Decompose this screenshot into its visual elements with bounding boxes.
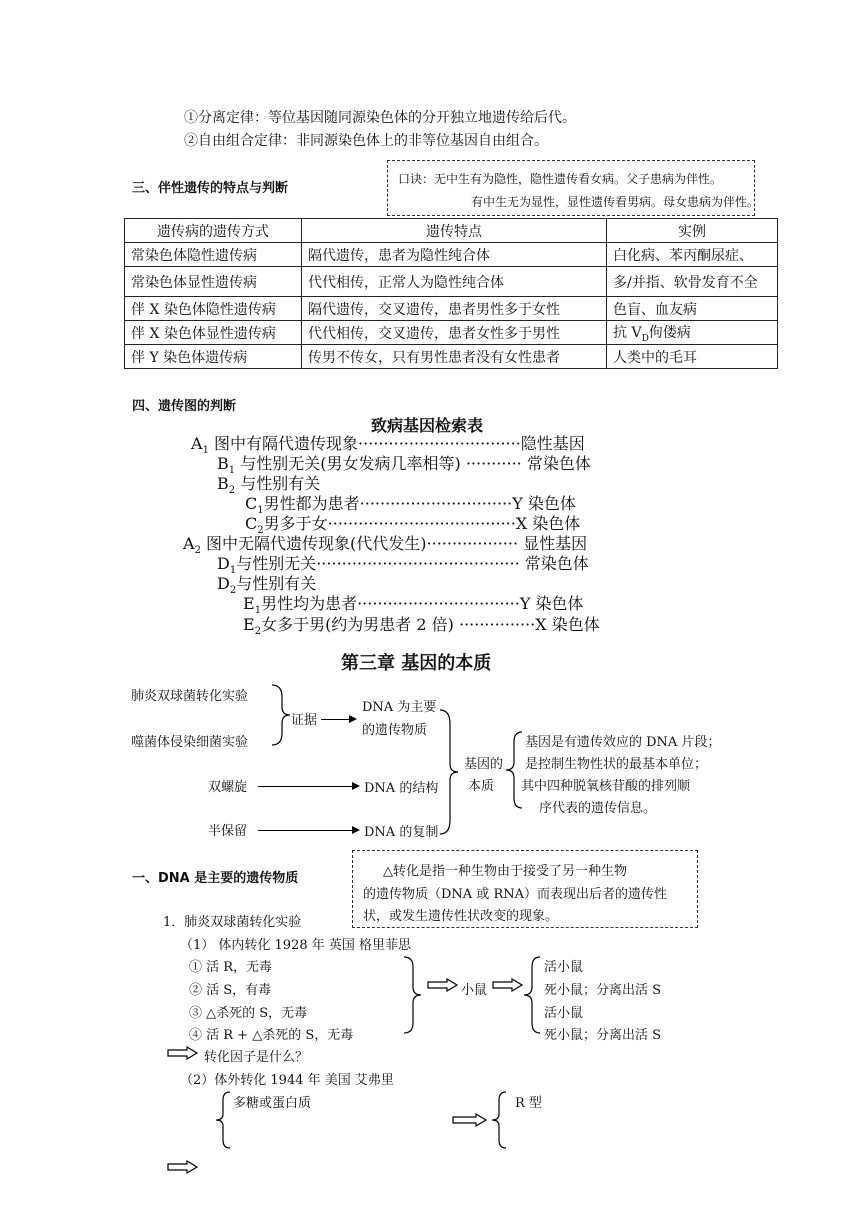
key-text: 与性别无关 (236, 554, 317, 573)
results-brace-icon (522, 955, 544, 1035)
key-letter: E (243, 594, 255, 613)
r-type-brace-icon (490, 1090, 510, 1150)
key-result: 常染色体 (519, 554, 589, 573)
key-dots: ··········· (465, 454, 522, 473)
table-cell: 多/并指、软骨发育不全 (607, 267, 778, 297)
groups-brace-icon (400, 955, 424, 1035)
mnemonic-line2: 有中生无为显性，显性遗传看男病。母女患病为伴性。 (471, 195, 760, 209)
key-letter: A (191, 434, 203, 453)
subscript: D (641, 333, 649, 344)
table-cell: 伴 X 染色体隐性遗传病 (125, 297, 302, 321)
evidence-label: 证据 (291, 713, 318, 728)
evidence-arrow-icon (321, 719, 355, 720)
note-line3: 状，或发生遗传性状改变的现象。 (363, 909, 559, 924)
gene-definition-4: 序代表的遗传信息。 (539, 801, 657, 816)
key-dots: ································ (358, 434, 521, 453)
polysaccharide-label: 多糖或蛋白质 (233, 1096, 312, 1111)
key-letter: C (245, 494, 258, 513)
table-cell: 色盲、血友病 (607, 297, 778, 321)
table-header: 遗传病的遗传方式 (125, 219, 302, 243)
gene-essence-line1: 基因的 (464, 757, 504, 772)
note-line1: △转化是指一种生物由于接受了另一种生物 (383, 864, 627, 879)
exp2-label: 噬菌体侵染细菌实验 (131, 735, 249, 750)
table-header-row (125, 219, 778, 243)
key-subscript: 1 (254, 605, 262, 617)
result-1: 活小鼠 (544, 960, 584, 975)
double-helix-label: 双螺旋 (208, 780, 248, 795)
mnemonic-box (387, 160, 760, 216)
table-cell: 代代相传，交叉遗传，患者女性多于男性 (302, 321, 607, 345)
table-cell: 人类中的毛耳 (607, 345, 778, 369)
key-text: 与性别无关(男女发病几率相等) (235, 454, 466, 473)
invitro-brace-icon (214, 1090, 234, 1150)
key-text: 女多于男(约为男患者 2 倍) (261, 615, 459, 634)
dna-section-heading: 一、DNA 是主要的遗传物质 (132, 871, 299, 886)
semi-conservative-label: 半保留 (208, 824, 248, 839)
group-4: ④ 活 R + △杀死的 S，无毒 (189, 1028, 354, 1043)
table-row (125, 345, 778, 369)
r-type-label: R 型 (515, 1096, 542, 1111)
key-dots: ··············· (459, 615, 536, 634)
hollow-arrow-icon (452, 1113, 488, 1127)
mouse-label: 小鼠 (461, 983, 488, 998)
key-line (243, 612, 600, 637)
key-subscript: 2 (257, 525, 264, 537)
group-3: ③ △杀死的 S，无毒 (189, 1006, 308, 1021)
key-text: 图中无隔代遗传现象(代代发生) (200, 534, 427, 553)
key-text: 与性别有关 (236, 574, 317, 593)
group-2: ② 活 S，有毒 (189, 983, 272, 998)
key-text: 与性别有关 (235, 474, 321, 493)
table-header: 遗传特点 (302, 219, 607, 243)
table-cell: 常染色体隐性遗传病 (125, 243, 302, 267)
key-letter: D (217, 574, 230, 593)
replication-arrow-icon (258, 830, 358, 831)
structure-arrow-icon (258, 786, 358, 787)
law-assortment: ②自由组合定律：非同源染色体上的非等位基因自由组合。 (184, 133, 548, 149)
mnemonic-line1: 口诀：无中生有为隐性，隐性遗传看女病。父子患病为伴性。 (398, 172, 723, 186)
hollow-arrow-icon (427, 978, 459, 992)
key-letter: D (217, 554, 230, 573)
dna-replication-label: DNA 的复制 (364, 825, 439, 840)
table-row (125, 243, 778, 267)
definition-brace-icon (504, 730, 526, 810)
cell-text: 佝偻病 (648, 324, 691, 341)
table-cell: 常染色体显性遗传病 (125, 267, 302, 297)
table-cell: 隔代遗传，患者为隐性纯合体 (302, 243, 607, 267)
law-separation: ①分离定律：等位基因随同源染色体的分开独立地遗传给后代。 (184, 110, 576, 126)
key-letter: A (183, 534, 195, 553)
result-4: 死小鼠；分离出活 S (544, 1028, 662, 1043)
key-text: 图中有隔代遗传现象 (208, 434, 359, 453)
exp1-label: 肺炎双球菌转化实验 (131, 689, 249, 704)
table-cell (607, 321, 778, 345)
group-1: ① 活 R，无毒 (189, 960, 273, 975)
table-row (125, 267, 778, 297)
key-result: 显性基因 (518, 534, 588, 553)
key-text: 男性均为患者 (261, 594, 358, 613)
transformation-note-box (352, 850, 698, 928)
table-cell: 代代相传，正常人为隐性纯合体 (302, 267, 607, 297)
key-text: 男性都为患者 (263, 494, 360, 513)
key-subscript: 1 (229, 565, 237, 577)
key-letter: B (217, 454, 229, 473)
key-dots: ····································· (327, 514, 516, 533)
key-result: 隐性基因 (520, 434, 585, 453)
hollow-arrow-icon (492, 978, 524, 992)
key-dots: ········································ (316, 554, 520, 573)
hollow-arrow-icon (167, 1160, 199, 1174)
gene-definition-1: 基因是有遗传效应的 DNA 片段； (525, 735, 721, 750)
cell-text: 抗 V (613, 324, 642, 341)
key-dots: ································ (357, 594, 520, 613)
gene-definition-2: 是控制生物性状的最基本单位； (525, 757, 708, 772)
key-table-title: 致病基因检索表 (371, 416, 484, 435)
key-result: Y 染色体 (519, 594, 584, 613)
invivo-label: （1） 体内转化 1928 年 英国 格里菲思 (180, 938, 412, 953)
table-cell: 伴 X 染色体显性遗传病 (125, 321, 302, 345)
gene-essence-line2: 本质 (468, 779, 495, 794)
dna-structure-label: DNA 的结构 (364, 781, 439, 796)
key-subscript: 2 (254, 626, 262, 638)
key-dots: ······························ (359, 494, 513, 513)
key-subscript: 1 (228, 465, 236, 477)
gene-definition-3: 其中四种脱氧核苷酸的排列顺 (521, 779, 691, 794)
key-result: X 染色体 (515, 514, 581, 533)
table-cell: 白化病、苯丙酮尿症、 (607, 243, 778, 267)
table-header: 实例 (607, 219, 778, 243)
key-subscript: 2 (194, 545, 201, 557)
question-label: 转化因子是什么？ (204, 1050, 309, 1065)
table-row (125, 321, 778, 345)
table-cell: 隔代遗传，交叉遗传，患者男性多于女性 (302, 297, 607, 321)
key-letter: B (217, 474, 229, 493)
invitro-label: （2）体外转化 1944 年 美国 艾弗里 (180, 1073, 394, 1088)
key-letter: C (245, 514, 258, 533)
key-subscript: 2 (228, 485, 236, 497)
result-3: 活小鼠 (544, 1006, 584, 1021)
table-row (125, 297, 778, 321)
note-line2: 的遗传物质（DNA 或 RNA）而表现出后者的遗传性 (363, 887, 668, 902)
key-text: 男多于女 (263, 514, 328, 533)
section3-heading: 三、伴性遗传的特点与判断 (132, 181, 289, 196)
chapter-title: 第三章 基因的本质 (341, 653, 492, 674)
key-result: Y 染色体 (512, 494, 576, 513)
inheritance-table (124, 218, 778, 369)
key-subscript: 2 (229, 585, 237, 597)
key-letter: E (243, 615, 255, 634)
key-subscript: 1 (257, 505, 264, 517)
result-2: 死小鼠；分离出活 S (544, 983, 662, 998)
dna-main-line1: DNA 为主要 (362, 700, 437, 715)
key-dots: ·················· (426, 534, 519, 553)
table-cell: 传男不传女，只有男性患者没有女性患者 (302, 345, 607, 369)
key-result: 常染色体 (521, 454, 591, 473)
table-cell: 伴 Y 染色体遗传病 (125, 345, 302, 369)
dna-main-line2: 的遗传物质 (362, 723, 428, 738)
section4-heading: 四、遗传图的判断 (132, 399, 237, 414)
item1-label: 1．肺炎双球菌转化实验 (163, 915, 302, 930)
key-result: X 染色体 (535, 615, 600, 634)
key-subscript: 1 (202, 445, 209, 457)
essence-brace-icon (436, 708, 462, 836)
hollow-arrow-icon (167, 1046, 199, 1060)
